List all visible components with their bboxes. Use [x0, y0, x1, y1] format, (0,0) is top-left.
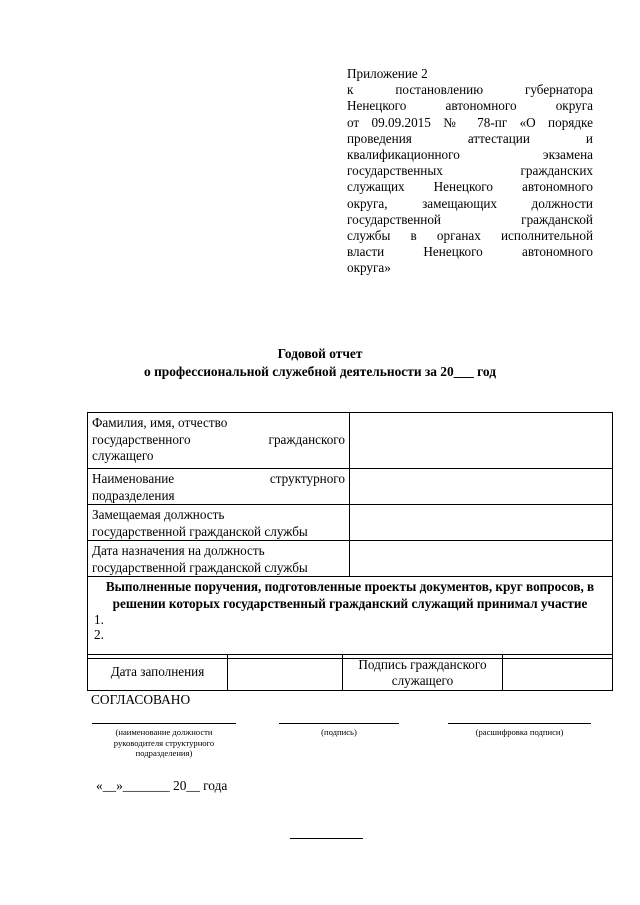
annex-line: Ненецкого автономного округа: [347, 98, 593, 114]
annex-line: округа, замещающих должности: [347, 195, 593, 211]
annex-line: к постановлению губернатора: [347, 82, 593, 98]
field-label: Фамилия, имя, отчество государственного гражданского служащего: [88, 413, 350, 469]
field-value-full-name[interactable]: [350, 413, 613, 469]
signature-line[interactable]: [279, 723, 399, 724]
table-row: [88, 577, 613, 659]
field-value-position[interactable]: [350, 505, 613, 541]
approval-date-line: «__»_______ 20__ года: [96, 778, 228, 793]
signature-label: Подпись гражданского служащего: [343, 655, 503, 691]
annex-line: Приложение 2: [347, 66, 428, 81]
signature-value[interactable]: [503, 655, 613, 691]
decode-caption: (расшифровка подписи): [475, 727, 564, 737]
table-row: [88, 505, 613, 541]
tasks-header: Выполненные поручения, подготовленные проекты документов, круг вопросов, в решении которых государственный гражданский служащий принимал участие: [105, 579, 595, 611]
position-line[interactable]: [92, 723, 236, 724]
decode-line[interactable]: [448, 723, 591, 724]
signature-table: [87, 654, 613, 691]
report-table: [87, 412, 613, 659]
date-filled-label: Дата заполнения: [88, 655, 228, 691]
report-subtitle: о профессиональной служебной деятельности за 20___ год: [144, 364, 496, 379]
tasks-cell[interactable]: [88, 577, 613, 659]
task-item: 2.: [94, 627, 104, 642]
report-title: Годовой отчет: [277, 346, 363, 361]
annex-line: округа»: [347, 260, 391, 276]
table-row: [88, 413, 613, 469]
annex-line: государственных гражданских: [347, 163, 593, 179]
annex-block: [347, 66, 593, 277]
table-row: [88, 655, 613, 691]
table-row: [88, 469, 613, 505]
annex-line: службы в органах исполнительной: [347, 228, 593, 244]
annex-line: служащих Ненецкого автономного: [347, 179, 593, 195]
task-item: 1.: [94, 612, 104, 627]
position-caption: (наименование должности руководителя структурного подразделения): [113, 727, 215, 758]
field-label: Дата назначения на должность государственной гражданской службы: [88, 541, 350, 577]
table-row: [88, 541, 613, 577]
field-value-department[interactable]: [350, 469, 613, 505]
field-label: Наименование структурного подразделения: [88, 469, 350, 505]
signature-caption: (подпись): [321, 727, 357, 737]
annex-line: проведения аттестации и: [347, 130, 593, 146]
annex-line: государственной гражданской: [347, 211, 593, 227]
divider: [290, 838, 363, 839]
field-value-appointment-date[interactable]: [350, 541, 613, 577]
field-label: Замещаемая должность государственной гражданской службы: [88, 505, 350, 541]
annex-line: квалификационного экзамена: [347, 147, 593, 163]
date-filled-value[interactable]: [228, 655, 343, 691]
annex-line: власти Ненецкого автономного: [347, 244, 593, 260]
approval-heading: СОГЛАСОВАНО: [91, 692, 191, 707]
annex-line: от 09.09.2015 № 78-пг «О порядке: [347, 114, 593, 130]
